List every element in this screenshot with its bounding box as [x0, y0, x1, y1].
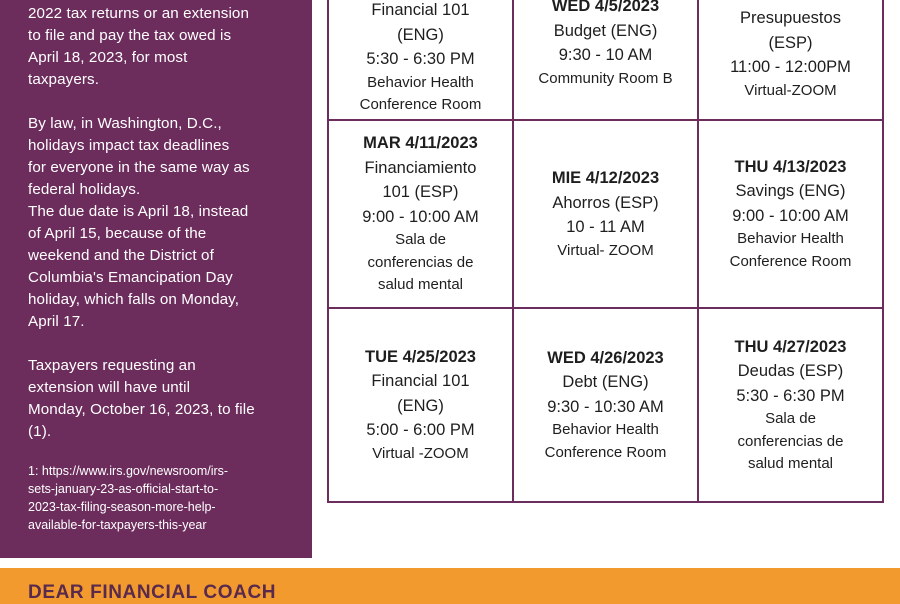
- session-title: Deudas (ESP): [737, 362, 844, 380]
- session-cell: [327, 0, 514, 121]
- text-line: weekend and the District of: [28, 247, 214, 264]
- session-time: 10 - 11 AM: [566, 218, 645, 236]
- text-line: 2022 tax returns or an extension: [28, 5, 250, 22]
- text-line: taxpayers.: [28, 71, 100, 88]
- session-title: Presupuestos: [740, 9, 841, 27]
- para-extension: [28, 355, 298, 443]
- session-language: (ENG): [397, 396, 444, 415]
- session-cell: [697, 119, 884, 309]
- session-cell: [512, 119, 699, 309]
- session-language: (ESP): [768, 33, 813, 52]
- text-line: to file and pay the tax owed is: [28, 27, 232, 44]
- session-title: Financiamiento: [364, 158, 477, 177]
- footnote-line: 2023-tax-filing-season-more-help-: [28, 500, 216, 514]
- session-time: 11:00 - 12:00PM: [730, 58, 851, 76]
- text-line: (1).: [28, 423, 52, 440]
- session-date: THU 4/13/2023: [734, 157, 847, 176]
- text-line: Taxpayers requesting an: [28, 357, 196, 374]
- footnote-line: available-for-taxpayers-this-year: [28, 518, 207, 532]
- schedule-grid: [327, 0, 884, 503]
- session-title: Financial 101: [371, 372, 470, 391]
- session-time: 9:30 - 10 AM: [558, 46, 653, 64]
- session-time: 9:30 - 10:30 AM: [547, 397, 664, 416]
- para-deadline: [28, 3, 298, 91]
- sidebar-text: [28, 3, 298, 443]
- session-location: Virtual- ZOOM: [557, 241, 654, 259]
- footnote-line: 1: https://www.irs.gov/newsroom/irs-: [28, 464, 229, 478]
- session-language: 101 (ESP): [382, 183, 459, 202]
- session-location: Sala de: [395, 231, 446, 249]
- text-line: holiday, which falls on Monday,: [28, 291, 240, 308]
- session-location: Conference Room: [544, 443, 667, 461]
- text-line: By law, in Washington, D.C.,: [28, 115, 222, 132]
- footnote-line: sets-january-23-as-official-start-to-: [28, 482, 219, 496]
- text-line: April 17.: [28, 313, 85, 330]
- footer-banner: [0, 568, 900, 604]
- session-date: THU 4/27/2023: [734, 337, 847, 356]
- session-date: MIE 4/12/2023: [551, 169, 660, 187]
- session-cell: [327, 119, 514, 309]
- session-cell: [697, 0, 884, 121]
- text-line: The due date is April 18, instead: [28, 203, 249, 220]
- text-line: of April 15, because of the: [28, 225, 207, 242]
- session-cell: [327, 307, 514, 503]
- session-location: Behavior Health: [737, 230, 844, 248]
- session-date: WED 4/26/2023: [547, 348, 664, 367]
- session-location: Behavior Health: [367, 73, 474, 91]
- session-time: 9:00 - 10:00 AM: [362, 207, 479, 226]
- session-location: salud mental: [747, 455, 834, 472]
- text-line: extension will have until: [28, 379, 191, 396]
- session-date: TUE 4/25/2023: [365, 347, 476, 366]
- text-line: Columbia's Emancipation Day: [28, 269, 233, 286]
- session-location: Virtual-ZOOM: [744, 81, 837, 99]
- session-time: 5:30 - 6:30 PM: [366, 50, 475, 68]
- session-title: Budget (ENG): [553, 21, 658, 40]
- para-holidays: [28, 113, 298, 201]
- session-date: WED 4/5/2023: [551, 0, 660, 15]
- session-date: MAR 4/11/2023: [363, 134, 478, 153]
- session-language: (ENG): [397, 25, 444, 44]
- text-line: for everyone in the same way as: [28, 159, 250, 176]
- session-location: conferencias de: [737, 432, 844, 450]
- footer-title: DEAR FINANCIAL COACH: [28, 582, 277, 603]
- text-line: holidays impact tax deadlines: [28, 137, 230, 154]
- para-due-date: [28, 201, 298, 333]
- text-line: April 18, 2023, for most: [28, 49, 188, 66]
- session-location: salud mental: [377, 276, 464, 294]
- session-title: Savings (ENG): [735, 182, 846, 201]
- text-line: federal holidays.: [28, 181, 141, 198]
- session-time: 9:00 - 10:00 AM: [732, 206, 849, 225]
- footnote: [28, 462, 298, 534]
- session-location: Sala de: [765, 410, 816, 427]
- session-location: Conference Room: [729, 252, 852, 270]
- session-title: Financial 101: [371, 1, 470, 19]
- session-location: conferencias de: [367, 253, 474, 271]
- session-title: Debt (ENG): [562, 373, 649, 392]
- session-cell: [512, 307, 699, 503]
- info-sidebar: [0, 0, 312, 558]
- session-title: Ahorros (ESP): [552, 193, 659, 212]
- session-location: Virtual -ZOOM: [372, 444, 469, 462]
- session-location: Community Room B: [538, 69, 673, 87]
- session-location: Conference Room: [359, 96, 482, 113]
- session-time: 5:30 - 6:30 PM: [736, 386, 845, 405]
- session-location: Behavior Health: [552, 421, 659, 439]
- session-time: 5:00 - 6:00 PM: [366, 421, 475, 440]
- session-cell: [512, 0, 699, 121]
- session-cell: [697, 307, 884, 503]
- text-line: Monday, October 16, 2023, to file: [28, 401, 255, 418]
